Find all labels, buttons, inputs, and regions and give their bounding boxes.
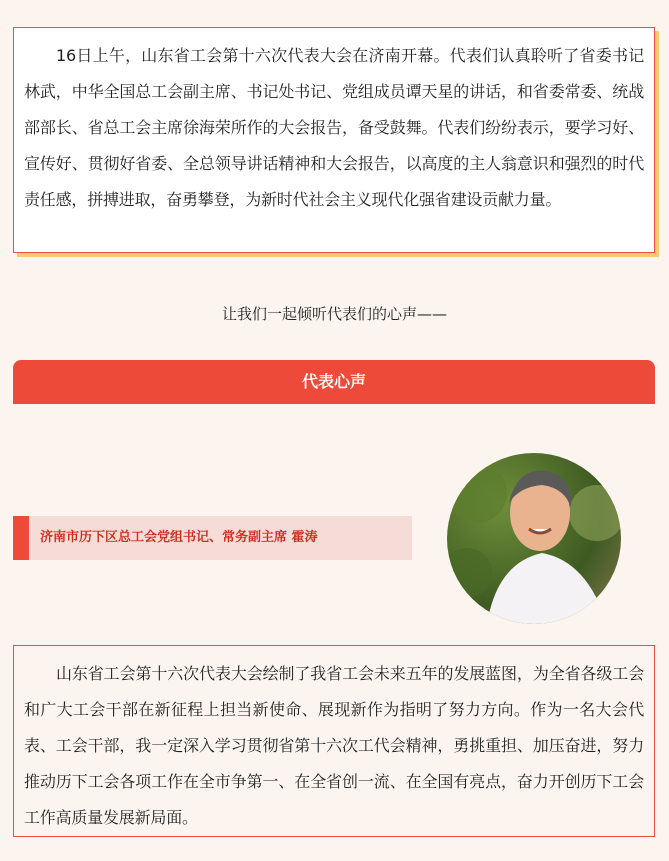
portrait-icon <box>447 453 621 624</box>
section-title-banner: 代表心声 <box>13 360 655 404</box>
speaker-quote-card <box>13 645 655 837</box>
speaker-name-title: 济南市历下区总工会党组书记、常务副主席 霍涛 <box>40 530 318 545</box>
label-accent-stripe <box>13 516 29 560</box>
lead-in-text: 让我们一起倾听代表们的心声—— <box>221 305 447 323</box>
speaker-label <box>13 516 412 560</box>
speaker-quote-paragraph: 山东省工会第十六次代表大会绘制了我省工会未来五年的发展蓝图，为全省各级工会和广大工会干部在新征程上担当新使命、展现新作为指明了努力方向。作为一名大会代表、工会干部，我一定深入学习贯彻省第十六次工代会精神，勇挑重担、加压奋进，努力推动历下工会各项工作在全市争第一、在全省创一流、在全国有亮点，奋力开创历下工会工作高质量发展新局面。 <box>24 664 644 827</box>
intro-card <box>13 27 655 253</box>
speaker-portrait-photo <box>447 453 621 624</box>
intro-paragraph: 16日上午，山东省工会第十六次代表大会在济南开幕。代表们认真聆听了省委书记林武，中华全国总工会副主席、书记处书记、党组成员谭天星的讲话，和省委常委、统战部部长、省总工会主席徐海荣所作的大会报告，备受鼓舞。代表们纷纷表示，要学习好、宣传好、贯彻好省委、全总领导讲话精神和大会报告，以高度的主人翁意识和强烈的时代责任感，拼搏进取，奋勇攀登，为新时代社会主义现代化强省建设贡献力量。 <box>24 46 644 209</box>
